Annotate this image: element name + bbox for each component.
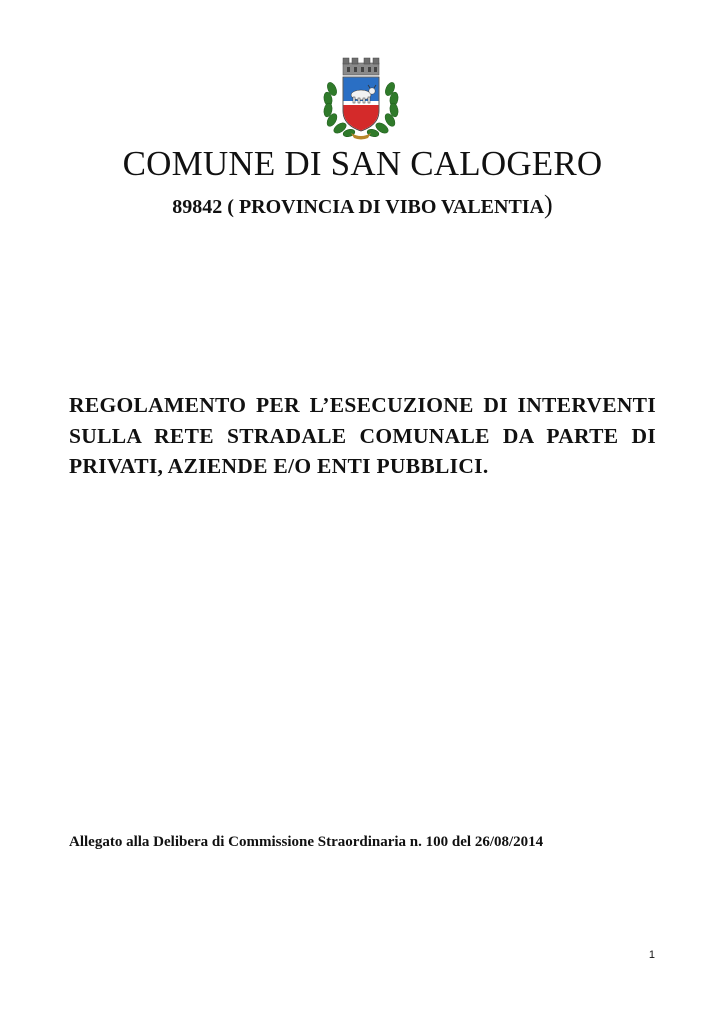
page-number: 1 bbox=[648, 949, 655, 961]
allegato-note: Allegato alla Delibera di Commissione Straordinaria n. 100 del 26/08/2014 bbox=[69, 834, 544, 850]
page-title: COMUNE DI SAN CALOGERO bbox=[122, 144, 603, 183]
regulation-title: REGOLAMENTO PER L’ESECUZIONE DI INTERVENTI SULLA RETE STRADALE COMUNALE DA PARTE DI PRIVATI, AZIENDE E/O ENTI PUBBLICI. bbox=[69, 393, 656, 478]
coat-of-arms-icon bbox=[318, 55, 404, 141]
subtitle-text: 89842 ( PROVINCIA DI VIBO VALENTIA bbox=[172, 196, 545, 218]
subtitle-close-paren: ) bbox=[544, 190, 553, 219]
page-subtitle bbox=[0, 192, 725, 220]
